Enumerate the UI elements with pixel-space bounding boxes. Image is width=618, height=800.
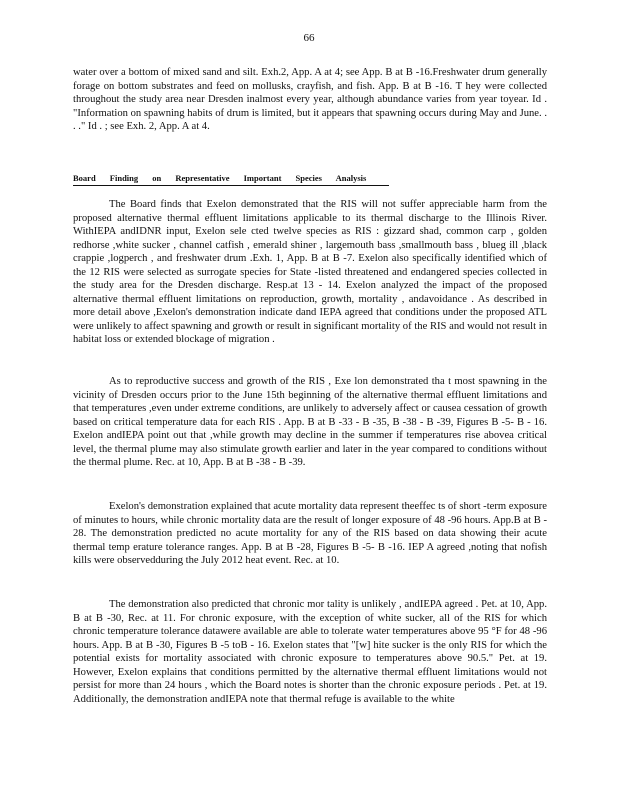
paragraph-board-finding: The Board finds that Exelon demonstrated that the RIS will not suffer appreciable harm from the proposed alternative thermal effluent limitations applicable to its thermal discharge to the Illinois River. WithIEPA andIDNR input, Exelon sele cted twelve species as RIS : gizzard shad, common carp , golden redhorse ,white sucker , channel catfish , emerald shiner , largemouth bass ,smallmouth bass , blueg ill ,black crappie ,logperch , and freshwater drum .Exh. 1, App. B at B -7. Exelon also specifically identified which of the 12 RIS were selected as surrogate species for State -listed threatened and endangered species collected in the study area for the Dresden discharge. Resp.at 13 - 14. Exelon analyzed the impact of the proposed alternative thermal effluent limitations on reproduction, growth, mortality , andavoidance . As described in more detail above ,Exelon's demonstration indicate dand IEPA agreed that conditions under the proposed ATL were unlikely to affect spawning and growth or result in significant mortality of the RIS and would not result in habitat loss or extended blockage of migration . xyxy=(73,199,547,345)
paragraph-chronic-mortality: The demonstration also predicted that chronic mor tality is unlikely , andIEPA agreed . Pet. at 10, App. B at B -30, Rec. at 11. For chronic exposure, with the exception of white sucker, all of the RIS for which chronic temperature tolerance datawere available are able to tolerate water temperatures above 95 °F for 48 -96 hours. App. B at B -30, Figures B -5 toB - 16. Exelon states that "[w] hite sucker is the only RIS for which the potential exists for mortality associated with chronic exposure to temperatures above 90.5." Pet. at 19. However, Exelon explains that conditions permitted by the alternative thermal effluent limitations would not persist for more than 24 hours , which the Board notes is shorter than the chronic exposure periods . Pet. at 19. Additionally, the demonstration andIEPA note that thermal refuge is available to the white xyxy=(73,599,547,705)
section-heading: Board Finding on Representative Important Species Analysis xyxy=(73,173,389,186)
paragraph-acute-mortality: Exelon's demonstration explained that acute mortality data represent theeffec ts of short -term exposure of minutes to hours, while chronic mortality data are the result of longer exposure of 48 -96 hours. App.B at B - 28. The demonstration predicted no acute mortality for any of the RIS based on data showing their acute thermal temp erature tolerance ranges. App. B at B -28, Figures B -5- B -16. IEP A agreed ,noting that nofish kills were observedduring the July 2012 heat event. Rec. at 10. xyxy=(73,501,547,566)
page-number: 66 xyxy=(303,32,315,44)
carryover-paragraph: water over a bottom of mixed sand and silt. Exh.2, App. A at 4; see App. B at B -16.Freshwater drum generally forage on bottom substrates and feed on mollusks, crayfish, and fish. App. B at B -16. T hey were collected throughout the study area near Dresden inalmost every year, although abundance varies from year toyear. Id . "Information on spawning habits of drum is limited, but it appears that spawning occurs during May and June. . . ." Id . ; see Exh. 2, App. A at 4. xyxy=(73,67,547,132)
paragraph-reproductive-success: As to reproductive success and growth of the RIS , Exe lon demonstrated tha t most spawning in the vicinity of Dresden occurs prior to the June 15th beginning of the alternative thermal effluent limitations and that temperatures ,even under extreme conditions, are unlikely to adversely affect or causea cessation of growth based on critical temperature data for each RIS . App. B at B -33 - B -35, B -38 - B -39, Figures B -5- B - 16. Exelon andIEPA point out that ,while growth may decline in the summer if temperatures rise abovea critical level, the thermal plume may also stimulate growth earlier and later in the year compared to conditions without the thermal plume. Rec. at 10, App. B at B -38 - B -39. xyxy=(73,376,547,468)
